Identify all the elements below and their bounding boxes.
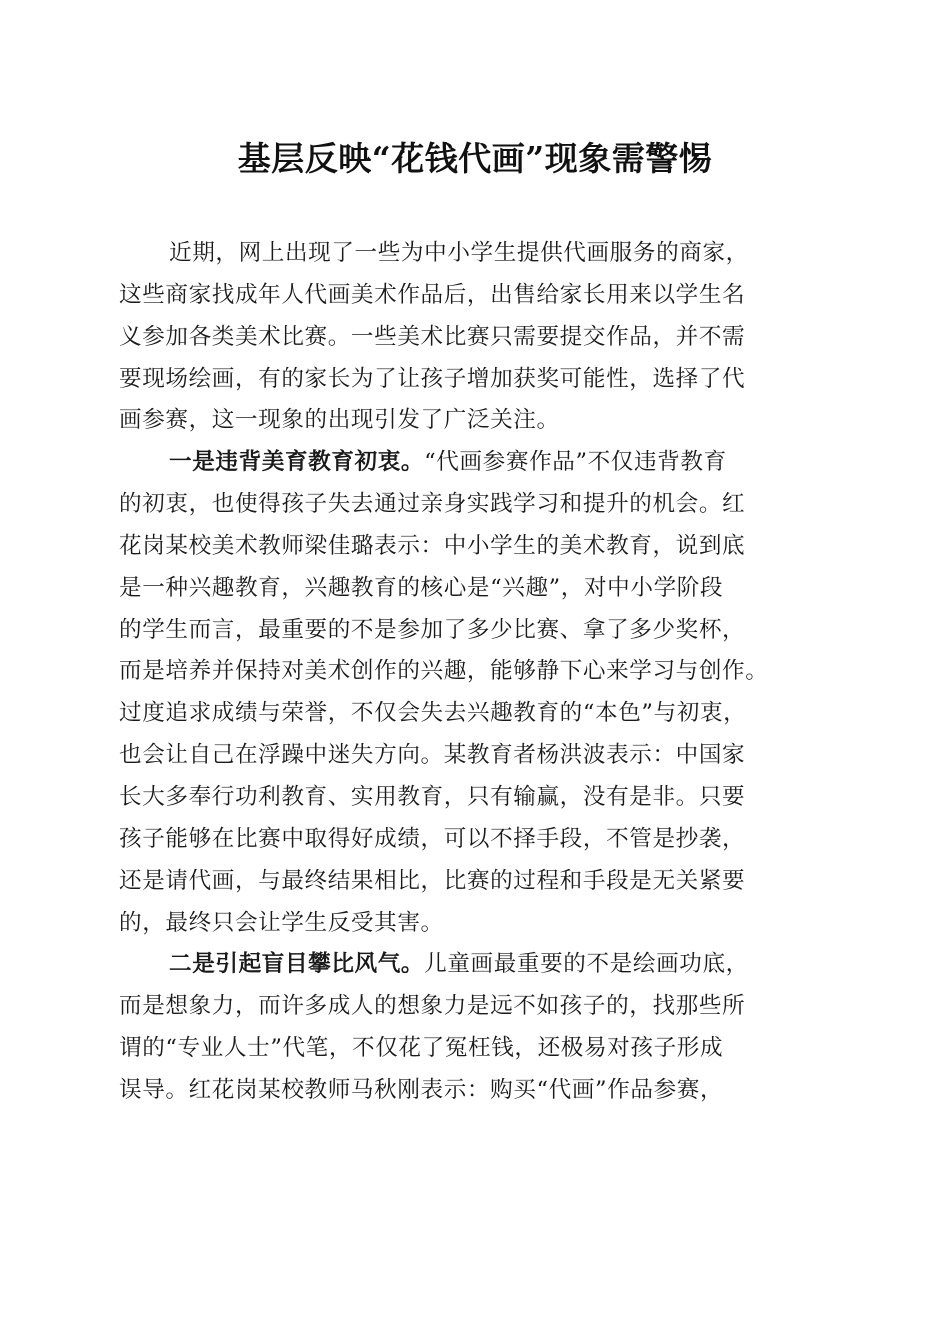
paragraph-2-lead: 一是违背美育教育初衷。	[169, 449, 425, 476]
paragraph-1-line-4: 要现场绘画，有的家长为了让孩子增加获奖可能性，选择了代	[119, 365, 746, 392]
paragraph-2-line-11: 还是请代画，与最终结果相比，比赛的过程和手段是无关紧要	[119, 867, 746, 894]
paragraph-3-line-1	[119, 944, 839, 986]
paragraph-1-line-3: 义参加各类美术比赛。一些美术比赛只需要提交作品，并不需	[119, 323, 746, 350]
paragraph-2-line-9: 长大多奉行功利教育、实用教育，只有输赢，没有是非。只要	[119, 783, 746, 810]
paragraph-3-line-2: 而是想象力，而许多成人的想象力是远不如孩子的，找那些所	[119, 993, 746, 1020]
paragraph-1-line-5: 画参赛，这一现象的出现引发了广泛关注。	[119, 407, 560, 434]
document-title: 基层反映“花钱代画”现象需警惕	[237, 139, 713, 178]
paragraph-2-line-4: 是一种兴趣教育，兴趣教育的核心是“兴趣”，对中小学阶段	[119, 574, 724, 601]
paragraph-3-line-4: 误导。红花岗某校教师马秋刚表示：购买“代画”作品参赛，	[119, 1076, 724, 1103]
paragraph-2-line-6: 而是培养并保持对美术创作的兴趣，能够静下心来学习与创作。	[119, 658, 769, 685]
paragraph-1-line-2: 这些商家找成年人代画美术作品后，出售给家长用来以学生名	[119, 281, 746, 308]
paragraph-3-lead: 二是引起盲目攀比风气。	[169, 951, 425, 978]
paragraph-2-line-1	[119, 442, 839, 484]
paragraph-2-line-7: 过度追求成绩与荣誉，不仅会失去兴趣教育的“本色”与初衷，	[119, 700, 747, 727]
paragraph-2-line-5: 的学生而言，最重要的不是参加了多少比赛、拿了多少奖杯，	[119, 616, 746, 643]
paragraph-2-line-2: 的初衷，也使得孩子失去通过亲身实践学习和提升的机会。红	[119, 491, 746, 518]
paragraph-1-line-1: 近期，网上出现了一些为中小学生提供代画服务的商家，	[169, 240, 749, 266]
paragraph-2-line-12: 的，最终只会让学生反受其害。	[119, 909, 444, 936]
paragraph-2-line-8: 也会让自己在浮躁中迷失方向。某教育者杨洪波表示：中国家	[119, 742, 746, 769]
document-body	[119, 233, 839, 1112]
paragraph-2-line-10: 孩子能够在比赛中取得好成绩，可以不择手段，不管是抄袭，	[119, 825, 746, 852]
paragraph-2-line-3: 花岗某校美术教师梁佳璐表示：中小学生的美术教育，说到底	[119, 532, 746, 559]
paragraph-2-first-rest: “代画参赛作品”不仅违背教育	[424, 449, 727, 476]
paragraph-3-line-3: 谓的“专业人士”代笔，不仅花了冤枉钱，还极易对孩子形成	[119, 1035, 724, 1062]
paragraph-3-first-rest: 儿童画最重要的不是绘画功底，	[424, 951, 749, 978]
